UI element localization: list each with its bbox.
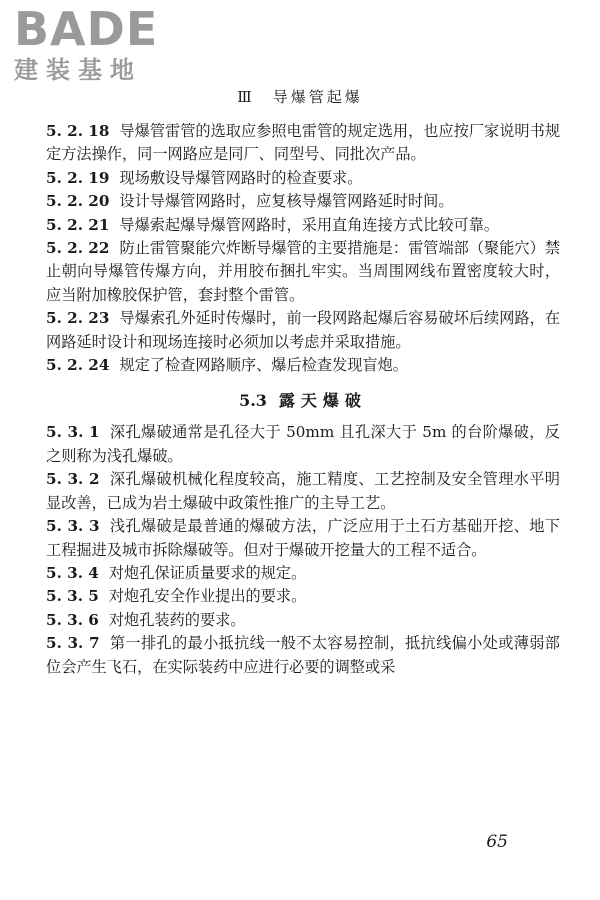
clause-text: 对炮孔装药的要求。: [108, 610, 246, 629]
clause-5-2-23: [46, 307, 560, 354]
clause-text: 规定了检查网路顺序、爆后检查发现盲炮。: [119, 356, 408, 375]
logo-subtitle: 建装基地: [14, 56, 142, 84]
clause-number: 5. 2. 23: [46, 309, 110, 328]
clause-text: 深孔爆破通常是孔径大于 50mm 且孔深大于 5m 的台阶爆破，反之则称为浅孔爆破。: [46, 423, 560, 465]
clause-5-3-4: [46, 562, 560, 585]
clause-5-2-21: [46, 214, 560, 237]
clause-number: 5. 2. 24: [46, 356, 110, 375]
clause-5-2-20: [46, 190, 560, 213]
section-title: [0, 86, 600, 107]
clause-5-3-2: [46, 468, 560, 515]
clause-number: 5. 3. 6: [46, 610, 99, 629]
clause-5-3-3: [46, 515, 560, 562]
clause-number: 5. 3. 3: [46, 517, 100, 536]
clause-text: 导爆索孔外延时传爆时，前一段网路起爆后容易破坏后续网路，在网路延时设计和现场连接时必须加以考虑并采取措施。: [46, 309, 561, 351]
heading-text: 露天爆破: [278, 391, 367, 411]
clause-number: 5. 2. 19: [46, 168, 110, 187]
clause-text: 对炮孔安全作业提出的要求。: [108, 587, 307, 606]
section-title-text: 导爆管起爆: [272, 88, 363, 106]
clause-number: 5. 2. 20: [46, 192, 110, 211]
clause-5-2-19: [46, 167, 560, 190]
clause-number: 5. 2. 21: [46, 215, 110, 234]
clause-number: 5. 2. 22: [46, 239, 110, 258]
clause-number: 5. 2. 18: [46, 122, 110, 140]
bade-logo: [14, 4, 158, 84]
clause-text: 设计导爆管网路时，应复核导爆管网路延时时间。: [119, 192, 454, 211]
section-heading-5-3: [46, 389, 560, 413]
clause-number: 5. 3. 7: [46, 634, 100, 653]
clause-text: 第一排孔的最小抵抗线一般不太容易控制，抵抗线偏小处或薄弱部位会产生飞石，在实际装药中应进行必要的调整或采: [46, 634, 560, 676]
section-roman-numeral: Ⅲ: [237, 88, 255, 106]
clause-text: 对炮孔保证质量要求的规定。: [108, 563, 307, 582]
clause-5-2-22: [46, 237, 560, 307]
clause-number: 5. 3. 1: [46, 423, 100, 442]
clause-text: 现场敷设导爆管网路时的检查要求。: [119, 168, 363, 187]
clause-text: 导爆管雷管的选取应参照电雷管的规定选用，也应按厂家说明书规定方法操作，同一网路应是同厂、同型号、同批次产品。: [46, 122, 561, 164]
logo-wordmark: BADE: [14, 2, 159, 56]
page-body: [46, 120, 560, 679]
clause-number: 5. 3. 4: [46, 563, 99, 582]
clause-text: 导爆索起爆导爆管网路时，采用直角连接方式比较可靠。: [119, 215, 500, 234]
clause-5-3-7: [46, 632, 560, 679]
clause-text: 浅孔爆破是最普通的爆破方法，广泛应用于土石方基础开挖、地下工程掘进及城市拆除爆破等。但对于爆破开挖量大的工程不适合。: [46, 517, 560, 559]
heading-number: 5.3: [239, 391, 267, 411]
page-number: 65: [486, 832, 508, 852]
clause-5-2-24: [46, 354, 560, 377]
clause-number: 5. 3. 5: [46, 587, 99, 606]
clause-5-3-5: [46, 585, 560, 608]
clause-text: 深孔爆破机械化程度较高，施工精度、工艺控制及安全管理水平明显改善，已成为岩土爆破中政策性推广的主导工艺。: [46, 470, 560, 512]
clause-5-3-1: [46, 421, 560, 468]
clause-number: 5. 3. 2: [46, 470, 100, 489]
clause-text: 防止雷管聚能穴炸断导爆管的主要措施是：雷管端部（聚能穴）禁止朝向导爆管传爆方向，并用胶布捆扎牢实。当周围网线布置密度较大时，应当附加橡胶保护管，套封整个雷管。: [46, 239, 561, 304]
clause-5-2-18: [46, 120, 560, 167]
clause-5-3-6: [46, 609, 560, 632]
